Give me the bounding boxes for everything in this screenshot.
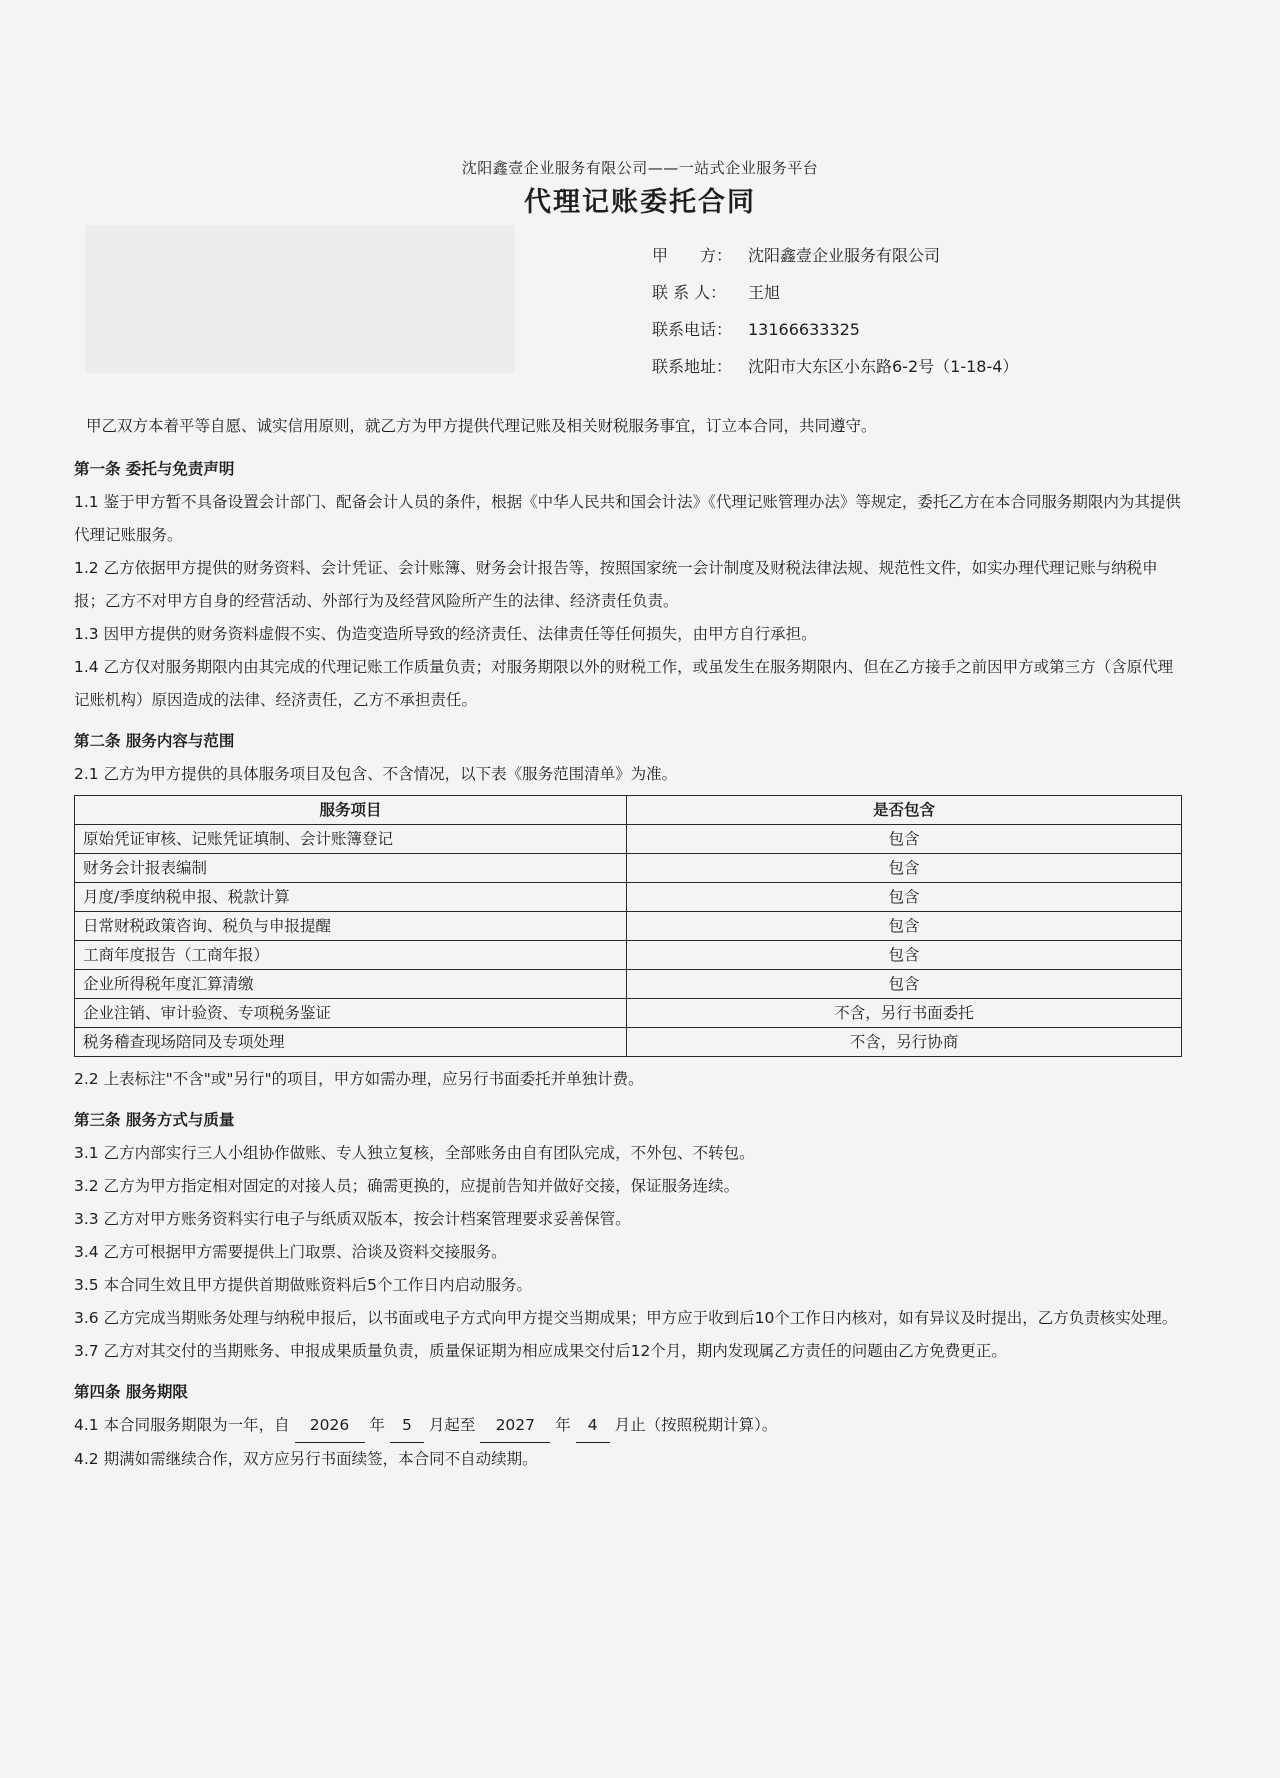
year-word: 年: [369, 1416, 385, 1434]
party-label: 甲 方：: [652, 246, 733, 265]
document-title: 代理记账委托合同: [524, 187, 756, 218]
article3-title: 第三条 服务方式与质量: [74, 1111, 235, 1129]
clause-4-2: 4.2 期满如需继续合作，双方应另行书面续签，本合同不自动续期。: [74, 1450, 538, 1468]
table-row: [75, 970, 1182, 999]
start-year-field: 2026: [295, 1409, 365, 1443]
included-cell: 包含: [627, 912, 1182, 941]
phone-row: [652, 311, 1018, 348]
table-row: [75, 941, 1182, 970]
article2-title: 第二条 服务内容与范围: [74, 732, 235, 750]
clause-3-3: 3.3 乙方对甲方账务资料实行电子与纸质双版本，按会计档案管理要求妥善保管。: [74, 1210, 631, 1228]
included-cell: 不含，另行书面委托: [627, 999, 1182, 1028]
table-row: [75, 999, 1182, 1028]
header-service-item: 服务项目: [75, 796, 627, 825]
clause-4-1: [74, 1409, 1184, 1443]
service-scope-table: [74, 795, 1182, 1057]
clause-3-2: 3.2 乙方为甲方指定相对固定的对接人员；确需更换的，应提前告知并做好交接，保证服务连续。: [74, 1177, 740, 1195]
included-cell: 包含: [627, 825, 1182, 854]
year-word: 年: [555, 1416, 571, 1434]
clause-2-1: 2.1 乙方为甲方提供的具体服务项目及包含、不含情况，以下表《服务范围清单》为准。: [74, 765, 678, 783]
included-cell: 包含: [627, 941, 1182, 970]
contract-body: [74, 410, 1184, 1476]
article1-title: 第一条 委托与免责声明: [74, 460, 235, 478]
term-prefix: 4.1 本合同服务期限为一年，自: [74, 1416, 290, 1434]
table-row: [75, 854, 1182, 883]
clause-3-6: 3.6 乙方完成当期账务处理与纳税申报后，以书面或电子方式向甲方提交当期成果；甲方应于收到后10个工作日内核对，如有异议及时提出，乙方负责核实处理。: [74, 1309, 1178, 1327]
clause-1-2: 1.2 乙方依据甲方提供的财务资料、会计凭证、会计账簿、财务会计报告等，按照国家统一会计制度及财税法律法规、规范性文件，如实办理代理记账与纳税申报；乙方不对甲方自身的经营活动、外部行为及经营风险所产生的法律、经济责任负责。: [74, 559, 1158, 610]
term-suffix: 月止（按照税期计算）。: [614, 1416, 778, 1434]
address-label: 联系地址：: [652, 357, 733, 376]
clause-3-5: 3.5 本合同生效且甲方提供首期做账资料后5个工作日内启动服务。: [74, 1276, 532, 1294]
table-row: [75, 883, 1182, 912]
clause-1-4: 1.4 乙方仅对服务期限内由其完成的代理记账工作质量负责；对服务期限以外的财税工作，或虽发生在服务期限内、但在乙方接手之前因甲方或第三方（含原代理记账机构）原因造成的法律、经济责任，乙方不承担责任。: [74, 658, 1174, 709]
clause-3-4: 3.4 乙方可根据甲方需要提供上门取票、洽谈及资料交接服务。: [74, 1243, 507, 1261]
service-item-cell: 原始凭证审核、记账凭证填制、会计账簿登记: [75, 825, 627, 854]
start-month-field: 5: [390, 1409, 424, 1443]
contact-row: [652, 274, 1018, 311]
service-item-cell: 税务稽查现场陪同及专项处理: [75, 1028, 627, 1057]
clause-2-2: 2.2 上表标注"不含"或"另行"的项目，甲方如需办理，应另行书面委托并单独计费。: [74, 1070, 644, 1088]
party-value: 沈阳鑫壹企业服务有限公司: [748, 246, 941, 265]
party-row: [652, 237, 1018, 274]
service-item-cell: 企业所得税年度汇算清缴: [75, 970, 627, 999]
intro-paragraph: 甲乙双方本着平等自愿、诚实信用原则，就乙方为甲方提供代理记账及相关财税服务事宜，订立本合同，共同遵守。: [86, 417, 877, 435]
service-item-cell: 月度/季度纳税申报、税款计算: [75, 883, 627, 912]
phone-label: 联系电话：: [652, 320, 733, 339]
clause-1-1: 1.1 鉴于甲方暂不具备设置会计部门、配备会计人员的条件，根据《中华人民共和国会计法》《代理记账管理办法》等规定，委托乙方在本合同服务期限内为其提供代理记账服务。: [74, 493, 1181, 544]
table-header-row: [75, 796, 1182, 825]
redacted-area: [85, 225, 515, 373]
included-cell: 不含，另行协商: [627, 1028, 1182, 1057]
table-row: [75, 1028, 1182, 1057]
clause-3-1: 3.1 乙方内部实行三人小组协作做账、专人独立复核，全部账务由自有团队完成，不外包、不转包。: [74, 1144, 755, 1162]
article4-title: 第四条 服务期限: [74, 1383, 188, 1401]
included-cell: 包含: [627, 854, 1182, 883]
term-mid: 月起至: [428, 1416, 476, 1434]
phone-value: 13166633325: [748, 320, 860, 339]
contact-value: 王旭: [748, 283, 781, 302]
clause-1-3: 1.3 因甲方提供的财务资料虚假不实、伪造变造所导致的经济责任、法律责任等任何损失，由甲方自行承担。: [74, 625, 817, 643]
end-month-field: 4: [576, 1409, 610, 1443]
table-row: [75, 825, 1182, 854]
included-cell: 包含: [627, 970, 1182, 999]
address-row: [652, 348, 1018, 385]
service-item-cell: 财务会计报表编制: [75, 854, 627, 883]
clause-3-7: 3.7 乙方对其交付的当期账务、申报成果质量负责，质量保证期为相应成果交付后12个月，期内发现属乙方责任的问题由乙方免费更正。: [74, 1342, 1007, 1360]
contact-label: 联 系 人：: [652, 283, 727, 302]
table-row: [75, 912, 1182, 941]
service-item-cell: 日常财税政策咨询、税负与申报提醒: [75, 912, 627, 941]
end-year-field: 2027: [480, 1409, 550, 1443]
address-value: 沈阳市大东区小东路6-2号（1-18-4）: [748, 357, 1019, 376]
company-tagline: 沈阳鑫壹企业服务有限公司——一站式企业服务平台: [461, 159, 819, 177]
party-info: [652, 237, 1018, 385]
service-item-cell: 企业注销、审计验资、专项税务鉴证: [75, 999, 627, 1028]
header-included: 是否包含: [627, 796, 1182, 825]
included-cell: 包含: [627, 883, 1182, 912]
service-item-cell: 工商年度报告（工商年报）: [75, 941, 627, 970]
